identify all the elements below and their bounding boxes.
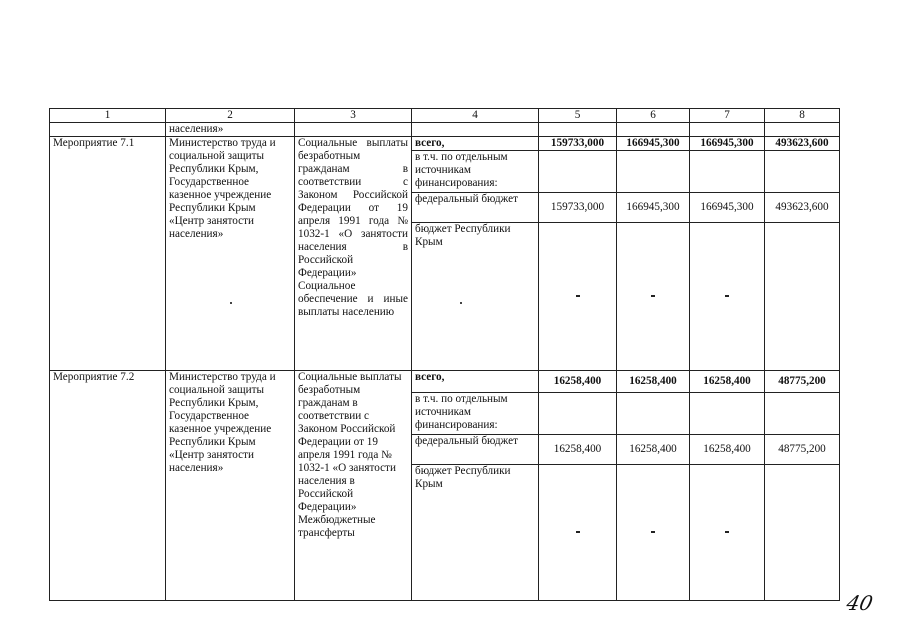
value-cell: 166945,300	[617, 137, 690, 151]
value-cell: 48775,200	[765, 371, 840, 393]
value-cell: 493623,600	[765, 137, 840, 151]
budget-table	[49, 108, 840, 601]
dash-cell	[539, 465, 617, 601]
empty-cell	[50, 123, 166, 137]
column-number: 3	[295, 109, 412, 123]
empty-cell	[295, 123, 412, 137]
measure-description: Социальные выплаты безработным гражданам в соответствии с Законом Российской Федерации от 19 апреля 1991 года № 1032-1 «О занятости населения в Российской Федерации» Межбюджетные трансферты	[295, 371, 412, 601]
scan-speck	[460, 302, 462, 304]
column-number: 7	[690, 109, 765, 123]
dash-cell	[617, 465, 690, 601]
dash-mark	[725, 295, 729, 297]
dash-mark	[576, 531, 580, 533]
row-label-crimea: бюджет Республики Крым	[412, 465, 539, 601]
measure-7-1-total-row	[50, 137, 840, 151]
measure-7-2-total-row	[50, 371, 840, 393]
column-number: 4	[412, 109, 539, 123]
value-cell	[690, 393, 765, 435]
value-cell	[765, 151, 840, 193]
dash-mark	[651, 295, 655, 297]
dash-cell	[539, 223, 617, 371]
dash-mark	[725, 531, 729, 533]
value-cell	[690, 151, 765, 193]
measure-executor: Министерство труда и социальной защиты Республики Крым, Государственное казенное учреждение Республики Крым «Центр занятости населения»	[166, 137, 295, 371]
value-cell: 48775,200	[765, 435, 840, 465]
column-number: 2	[166, 109, 295, 123]
dash-mark	[651, 531, 655, 533]
value-cell: 166945,300	[617, 193, 690, 223]
value-cell: 159733,000	[539, 137, 617, 151]
value-cell: 16258,400	[617, 435, 690, 465]
value-cell: 166945,300	[690, 137, 765, 151]
row-label-total: всего,	[412, 371, 539, 393]
column-number: 8	[765, 109, 840, 123]
column-number-row	[50, 109, 840, 123]
empty-cell	[765, 123, 840, 137]
value-cell	[539, 393, 617, 435]
empty-cell	[765, 465, 840, 601]
column-number: 1	[50, 109, 166, 123]
row-label-sources: в т.ч. по отдельным источникам финансирования:	[412, 151, 539, 193]
measure-name: Мероприятие 7.1	[50, 137, 166, 371]
row-label-total: всего,	[412, 137, 539, 151]
value-cell	[617, 393, 690, 435]
value-cell	[765, 393, 840, 435]
empty-cell	[412, 123, 539, 137]
value-cell: 16258,400	[617, 371, 690, 393]
empty-cell	[617, 123, 690, 137]
empty-cell	[765, 223, 840, 371]
column-number: 6	[617, 109, 690, 123]
dash-cell	[690, 465, 765, 601]
row-label-crimea: бюджет Республики Крым	[412, 223, 539, 371]
dash-mark	[576, 295, 580, 297]
value-cell	[617, 151, 690, 193]
empty-cell	[539, 123, 617, 137]
value-cell	[539, 151, 617, 193]
value-cell: 16258,400	[539, 371, 617, 393]
value-cell: 16258,400	[539, 435, 617, 465]
value-cell: 159733,000	[539, 193, 617, 223]
value-cell: 16258,400	[690, 435, 765, 465]
carry-over-row	[50, 123, 840, 137]
row-label-federal: федеральный бюджет	[412, 193, 539, 223]
dash-cell	[690, 223, 765, 371]
scan-speck	[230, 302, 232, 304]
row-label-federal: федеральный бюджет	[412, 435, 539, 465]
value-cell: 16258,400	[690, 371, 765, 393]
empty-cell	[690, 123, 765, 137]
carry-over-text: населения»	[166, 123, 295, 137]
measure-name: Мероприятие 7.2	[50, 371, 166, 601]
value-cell: 166945,300	[690, 193, 765, 223]
column-number: 5	[539, 109, 617, 123]
handwritten-page-number: 40	[844, 591, 876, 615]
value-cell: 493623,600	[765, 193, 840, 223]
measure-description: Социальные выплаты безработным гражданам в соответствии с Законом Российской Федерации от 19 апреля 1991 года № 1032-1 «О занятости населения в Российской Федерации» Социальное обеспечение и иные выплаты населению	[295, 137, 412, 371]
row-label-sources: в т.ч. по отдельным источникам финансирования:	[412, 393, 539, 435]
measure-executor: Министерство труда и социальной защиты Республики Крым, Государственное казенное учреждение Республики Крым «Центр занятости населения»	[166, 371, 295, 601]
dash-cell	[617, 223, 690, 371]
